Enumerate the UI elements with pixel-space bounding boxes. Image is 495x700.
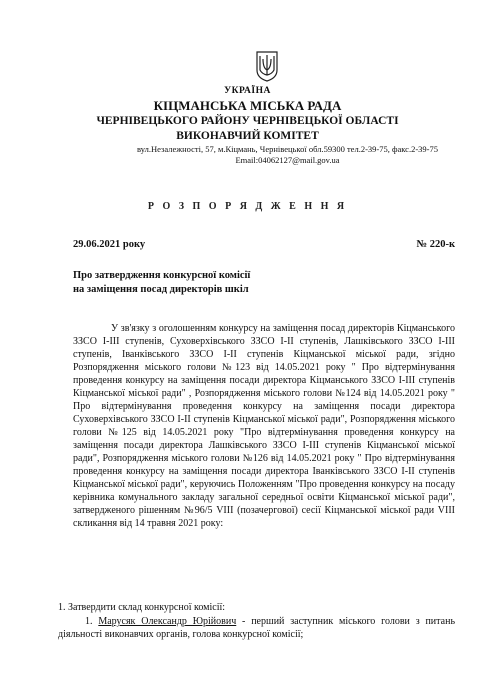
address-line: вул.Незалежності, 57, м.Кіцмань, Чернівецької обл.59300 тел.2-39-75, факс.2-39-75 (137, 144, 438, 154)
email-line: Email:04062127@mail.gov.ua (235, 155, 340, 165)
district-heading: ЧЕРНІВЕЦЬКОГО РАЙОНУ ЧЕРНІВЕЦЬКОЇ ОБЛАСТІ (96, 115, 399, 127)
member-role: - перший заступник міського голови з питань діяльності виконавчих органів, голова конкурсної комісії; (58, 616, 456, 640)
subject-line-2: на заміщення посад директорів шкіл (73, 284, 249, 295)
council-heading: КІЦМАНСЬКА МІСЬКА РАДА (153, 98, 342, 113)
document-subject (73, 269, 373, 297)
subject-line-1: Про затвердження конкурсної комісії (73, 270, 251, 281)
country-heading: УКРАЇНА (224, 86, 271, 96)
member-name: Маруcяк Олександр Юрійович (98, 616, 237, 627)
document-date: 29.06.2021 року (73, 239, 146, 250)
body-paragraph: У зв'язку з оголошенням конкурсу на заміщення посад директорів Кіцманського ЗЗСО І-ІІІ ступенів, Суховерхівського ЗЗСО І-ІІ ступенів, Лашківського ЗЗСО І-ІІІ ступенів, Іванківського ЗЗСО І-ІІ ступенів Кіцманської міської ради, згідно Розпорядження міського голови №123 від 14.05.2021 року " Про відтермінування проведення конкурсу на заміщення посади директора Кіцманського ЗЗСО І-ІІІ ступенів Кіцманської міської ради" , Розпорядження міського голови №124 від 14.05.2021 року " Про відтермінування проведення конкурсу на заміщення посади директора Суховерхівського ЗЗСО І-ІІ ступенів Кіцманської міської ради", Розпорядження міського голови №125 від 14.05.2021 року "Про відтермінування проведення конкурсу на заміщення посади директора Лашківського ЗЗСО І-ІІІ ступенів Кіцманської міської ради", Розпорядження міського голови №126 від 14.05.2021 року " Про відтермінування проведення конкурсу на заміщення посади директора Іванківського ЗЗСО І-ІІ ступенів Кіцманської міської ради", керуючись Положенням "Про проведення конкурсу на посаду керівника комунального закладу загальної середньої освіти Кіцманської міської ради", затвердженого рішенням №96/5 VIII (позачергової) сесії Кіцманської міської ради VIII скликання від 14 травня 2021 року: (73, 323, 455, 529)
document-type-title: Р О З П О Р Я Д Ж Е Н Н Я (147, 201, 348, 212)
list-item-1-1 (58, 615, 455, 641)
document-number: № 220-к (416, 239, 455, 250)
list-item-1: 1. Затвердити склад конкурсної комісії: (58, 602, 226, 613)
item-number: 1. (85, 616, 99, 627)
committee-heading: ВИКОНАВЧИЙ КОМІТЕТ (176, 130, 319, 142)
trident-coat-of-arms-icon (256, 50, 278, 82)
